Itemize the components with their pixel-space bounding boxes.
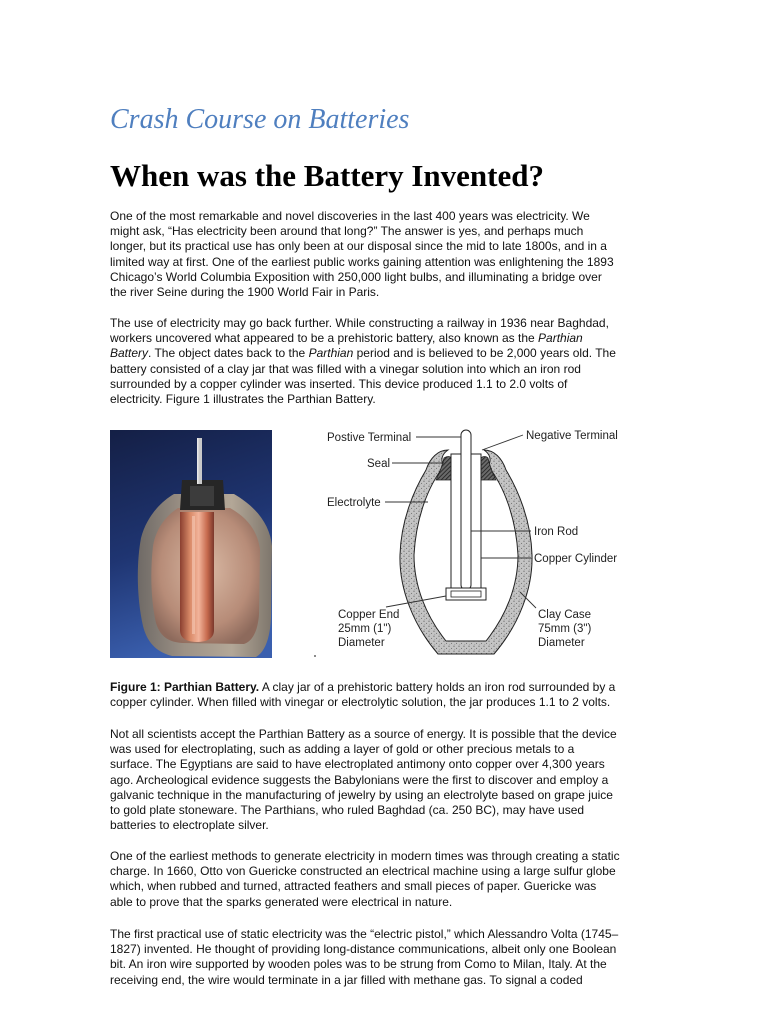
text-run: bit. An iron wire supported by wooden poles was to be strung from Como to Milan, Italy. At the (110, 957, 607, 972)
text-run: 1827) invented. He thought of providing long-distance communications, albeit only one Boolean (110, 942, 617, 957)
text-line (110, 316, 616, 331)
text-run: One of the earliest methods to generate electricity in modern times was through creating a static (110, 849, 620, 863)
text-line (110, 239, 614, 254)
text-run: charge. In 1660, Otto von Guericke constructed an electrical machine using a large sulfur globe (110, 864, 616, 879)
text-line (110, 224, 614, 239)
paragraph-2 (110, 316, 616, 407)
paragraph-1 (110, 209, 614, 300)
text-line (110, 973, 618, 988)
text-line (110, 331, 616, 346)
italic-term: Battery (110, 346, 149, 361)
copper-highlight (192, 516, 195, 634)
label-seal: Seal (367, 458, 391, 470)
text-run: batteries to electroplate silver. (110, 818, 269, 833)
text-run: receiving end, the wire would terminate in a jar filled with methane gas. To signal a coded (110, 972, 583, 987)
paragraph-4 (110, 849, 620, 910)
label-copper-end: Copper End (338, 609, 400, 621)
text-line (110, 957, 618, 972)
text-run: One of the most remarkable and novel discoveries in the last 400 years was electricity. We (110, 209, 590, 223)
text-line (110, 392, 616, 407)
text-run: period and is believed to be 2,000 years old. The (353, 346, 616, 361)
text-run: Chicago’s World Columbia Exposition with 250,000 light bulbs, and illuminating a bridge over (110, 269, 602, 284)
parthian-battery-diagram (318, 420, 630, 660)
text-run: longer, but its practical use has only been at our disposal since the mid to late 1800s, and in a (110, 239, 607, 254)
text-run: . The object dates back to the (148, 346, 309, 361)
section-heading: Crash Course on Batteries (110, 104, 410, 135)
label-copper-end-size: 25mm (1") (338, 623, 392, 635)
text-line (110, 255, 614, 270)
text-line (110, 803, 617, 818)
stopper-inner (190, 486, 214, 506)
text-run: A clay jar of a prehistoric battery holds an iron rod surrounded by a (259, 680, 616, 694)
label-clay-case-measure: Diameter (538, 637, 585, 649)
text-run: able to prove that the sparks generated were electrical in nature. (110, 894, 453, 909)
text-line (110, 788, 617, 803)
text-line (110, 942, 618, 957)
text-run: surrounded by a copper cylinder was inserted. This device produced 1.1 to 2.0 volts of (110, 376, 568, 391)
text-line (110, 895, 620, 910)
text-run: electricity. Figure 1 illustrates the Parthian Battery. (110, 391, 376, 406)
text-run: was used for electroplating, such as adding a layer of gold or other precious metals to a (110, 742, 575, 757)
text-line (110, 285, 614, 300)
label-positive-terminal: Postive Terminal (327, 432, 412, 444)
label-electrolyte: Electrolyte (327, 497, 381, 509)
text-line (110, 680, 615, 695)
italic-term: Parthian (308, 346, 354, 361)
text-run: might ask, “Has electricity been around that long?” The answer is yes, and perhaps much (110, 224, 584, 239)
text-run: which, when rubbed and turned, attracted feathers and small pieces of paper. Guericke was (110, 879, 597, 894)
label-copper-cylinder: Copper Cylinder (534, 553, 618, 565)
figure-caption (110, 680, 615, 710)
text-line (110, 346, 616, 361)
text-line (110, 377, 616, 392)
text-run: surface. The Egyptians are said to have electroplated antimony onto copper over 4,300 years (110, 757, 605, 772)
parthian-battery-photo (110, 430, 272, 658)
text-line (110, 879, 620, 894)
text-run: workers uncovered what appeared to be a prehistoric battery, also known as the (110, 331, 539, 346)
iron-rod-highlight (197, 438, 199, 484)
label-negative-terminal: Negative Terminal (526, 430, 618, 442)
text-line (110, 270, 614, 285)
text-line (110, 864, 620, 879)
text-run: ago. Archeological evidence suggests the Babylonians were the first to discover and employ a (110, 772, 609, 787)
text-run: the river Seine during the 1900 World Fair in Paris. (110, 284, 380, 299)
text-line (110, 362, 616, 377)
stray-dot (314, 655, 316, 657)
text-run: copper cylinder. When filled with vinegar or electrolytic solution, the jar produces 1.1 to 2 volts. (110, 695, 611, 710)
text-line (110, 773, 617, 788)
copper-end-inner-shape (451, 591, 481, 597)
text-line (110, 849, 620, 864)
text-run: to gold plate stoneware. The Parthians, who ruled Baghdad (ca. 250 BC), may have used (110, 802, 585, 817)
paragraph-3 (110, 727, 617, 833)
label-clay-case: Clay Case (538, 609, 592, 621)
leader-line-negative-terminal (482, 435, 523, 450)
figure-caption-label: Figure 1: Parthian Battery. (110, 680, 260, 694)
text-line (110, 742, 617, 757)
text-run: battery consisted of a clay jar that was filled with a vinegar solution into which an iron rod (110, 361, 581, 376)
label-copper-end-measure: Diameter (338, 637, 385, 649)
paragraph-5 (110, 927, 618, 988)
text-run: limited way at first. One of the earliest public works gaining attention was enlightening the 1893 (110, 254, 614, 269)
italic-term: Parthian (538, 331, 583, 346)
page-title: When was the Battery Invented? (110, 158, 544, 193)
text-line (110, 727, 617, 742)
text-line (110, 927, 618, 942)
text-line (110, 818, 617, 833)
text-run: The use of electricity may go back further. While constructing a railway in 1936 near Baghdad, (110, 316, 609, 330)
text-run: Not all scientists accept the Parthian Battery as a source of energy. It is possible that the device (110, 727, 617, 741)
iron-rod-shape (461, 430, 471, 590)
label-clay-case-size: 75mm (3") (538, 623, 592, 635)
copper-cylinder (180, 512, 214, 642)
text-line (110, 695, 615, 710)
text-line (110, 209, 614, 224)
label-iron-rod: Iron Rod (534, 526, 579, 538)
text-line (110, 757, 617, 772)
text-run: The first practical use of static electricity was the “electric pistol,” which Alessandro Volta (1745– (110, 927, 619, 941)
text-run: galvanic technique in the manufacturing of jewelry by using an electrolyte based on grape juice (110, 787, 613, 802)
